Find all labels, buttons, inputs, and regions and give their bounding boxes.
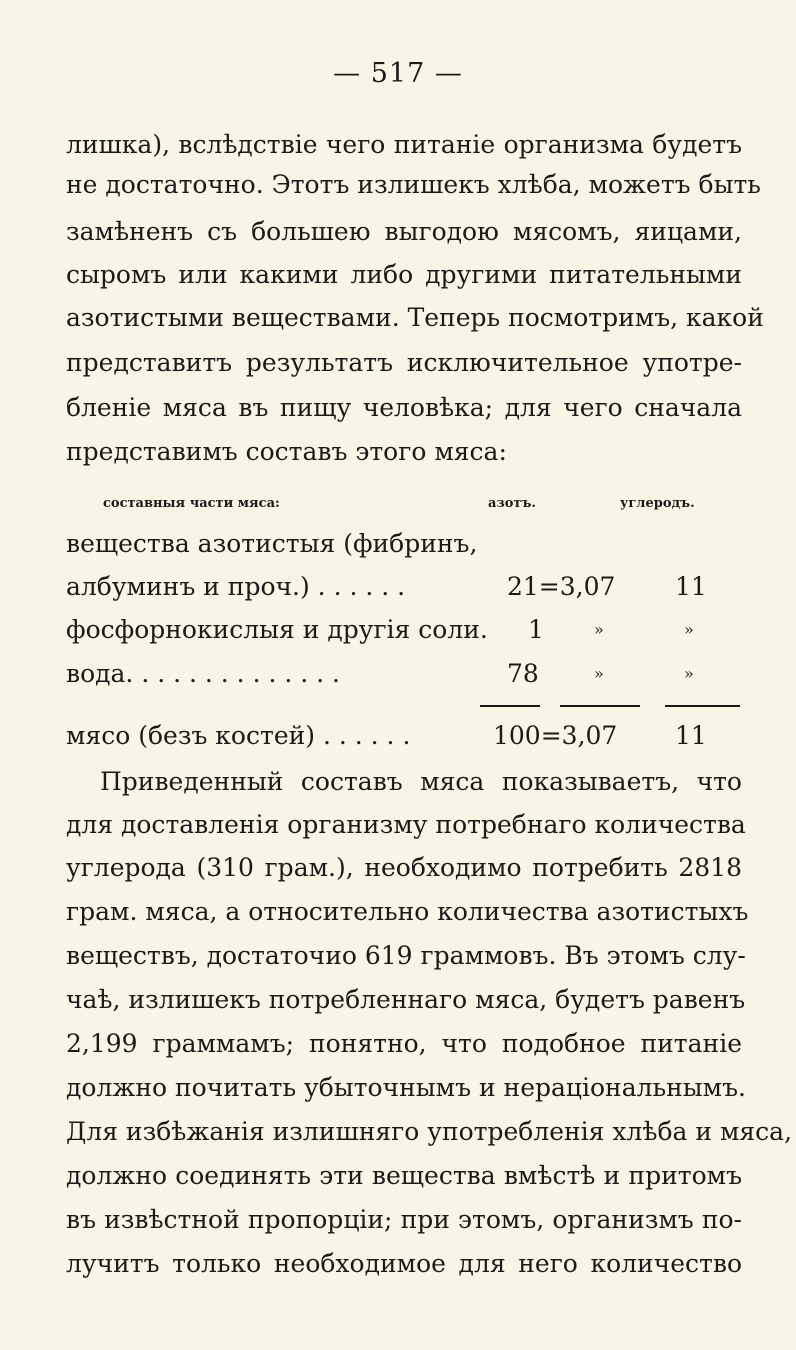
text-line: грам. мяса, а относительно количества азотистыхъ [66,897,749,926]
row-label: фосфорнокислыя и другія соли. [66,615,488,644]
text-line: углерода (310 грам.), необходимо потребить 2818 [66,853,742,882]
text-line: 2,199 граммамъ; понятно, что подобное питаніе [66,1029,742,1058]
text-line: веществъ, достаточио 619 граммовъ. Въ этомъ слу- [66,941,746,970]
total-nitrogen: 100=3,07 [493,721,618,750]
row-nitrogen: 21=3,07 [507,572,616,601]
text-line: должно почитать убыточнымъ и нераціональнымъ. [66,1073,746,1102]
table-row [66,610,742,650]
table-total-row [66,716,742,756]
text-line: сыромъ или какими либо другими питательными [66,260,742,289]
text-line: въ извѣстной пропорціи; при этомъ, организмъ по- [66,1205,742,1234]
table-row [66,567,742,607]
sum-rule [665,705,740,707]
table-row [66,524,742,564]
row-nitrogen-ditto: » [594,620,604,639]
text-line: азотистыми веществами. Теперь посмотримъ, какой [66,303,764,332]
total-carbon: 11 [675,721,707,750]
row-carbon: » [684,664,694,683]
table-header-carbon: углеродъ. [620,496,695,511]
total-label: мясо (безъ костей) . . . . . . [66,721,411,750]
sum-rule [560,705,640,707]
text-line: Для избѣжанія излишняго употребленія хлѣба и мяса, [66,1117,793,1146]
row-carbon: 11 [675,572,707,601]
text-line: Приведенный составъ мяса показываетъ, что [100,767,742,796]
table-row [66,654,742,694]
text-line: представимъ составъ этого мяса: [66,437,507,466]
text-line: лишка), вслѣдствіе чего питаніе организма будетъ [66,130,742,159]
text-line: чаѣ, излишекъ потребленнаго мяса, будетъ равенъ [66,985,746,1014]
text-line: представитъ результатъ исключительное употре- [66,348,742,377]
row-nitrogen: 1 [528,615,544,644]
page-number: — 517 — [333,58,463,89]
row-nitrogen: 78 [507,659,539,688]
text-line: не достаточно. Этотъ излишекъ хлѣба, можетъ быть [66,170,761,199]
table-header-components: составныя части мяса: [103,496,280,511]
table-header-nitrogen: азотъ. [488,496,536,511]
row-carbon: » [684,620,694,639]
row-nitrogen-ditto: » [594,664,604,683]
text-line: должно соединять эти вещества вмѣстѣ и притомъ [66,1161,742,1190]
sum-rule [480,705,540,707]
text-line: бленіе мяса въ пищу человѣка; для чего сначала [66,393,742,422]
text-line: лучитъ только необходимое для него количество [66,1249,742,1278]
row-label: албуминъ и проч.) . . . . . . [66,572,406,601]
row-label: вода. . . . . . . . . . . . . . [66,659,340,688]
text-line: для доставленія организму потребнаго количества [66,810,746,839]
text-line: замѣненъ съ большею выгодою мясомъ, яицами, [66,217,742,246]
row-label: вещества азотистыя (фибринъ, [66,529,478,558]
